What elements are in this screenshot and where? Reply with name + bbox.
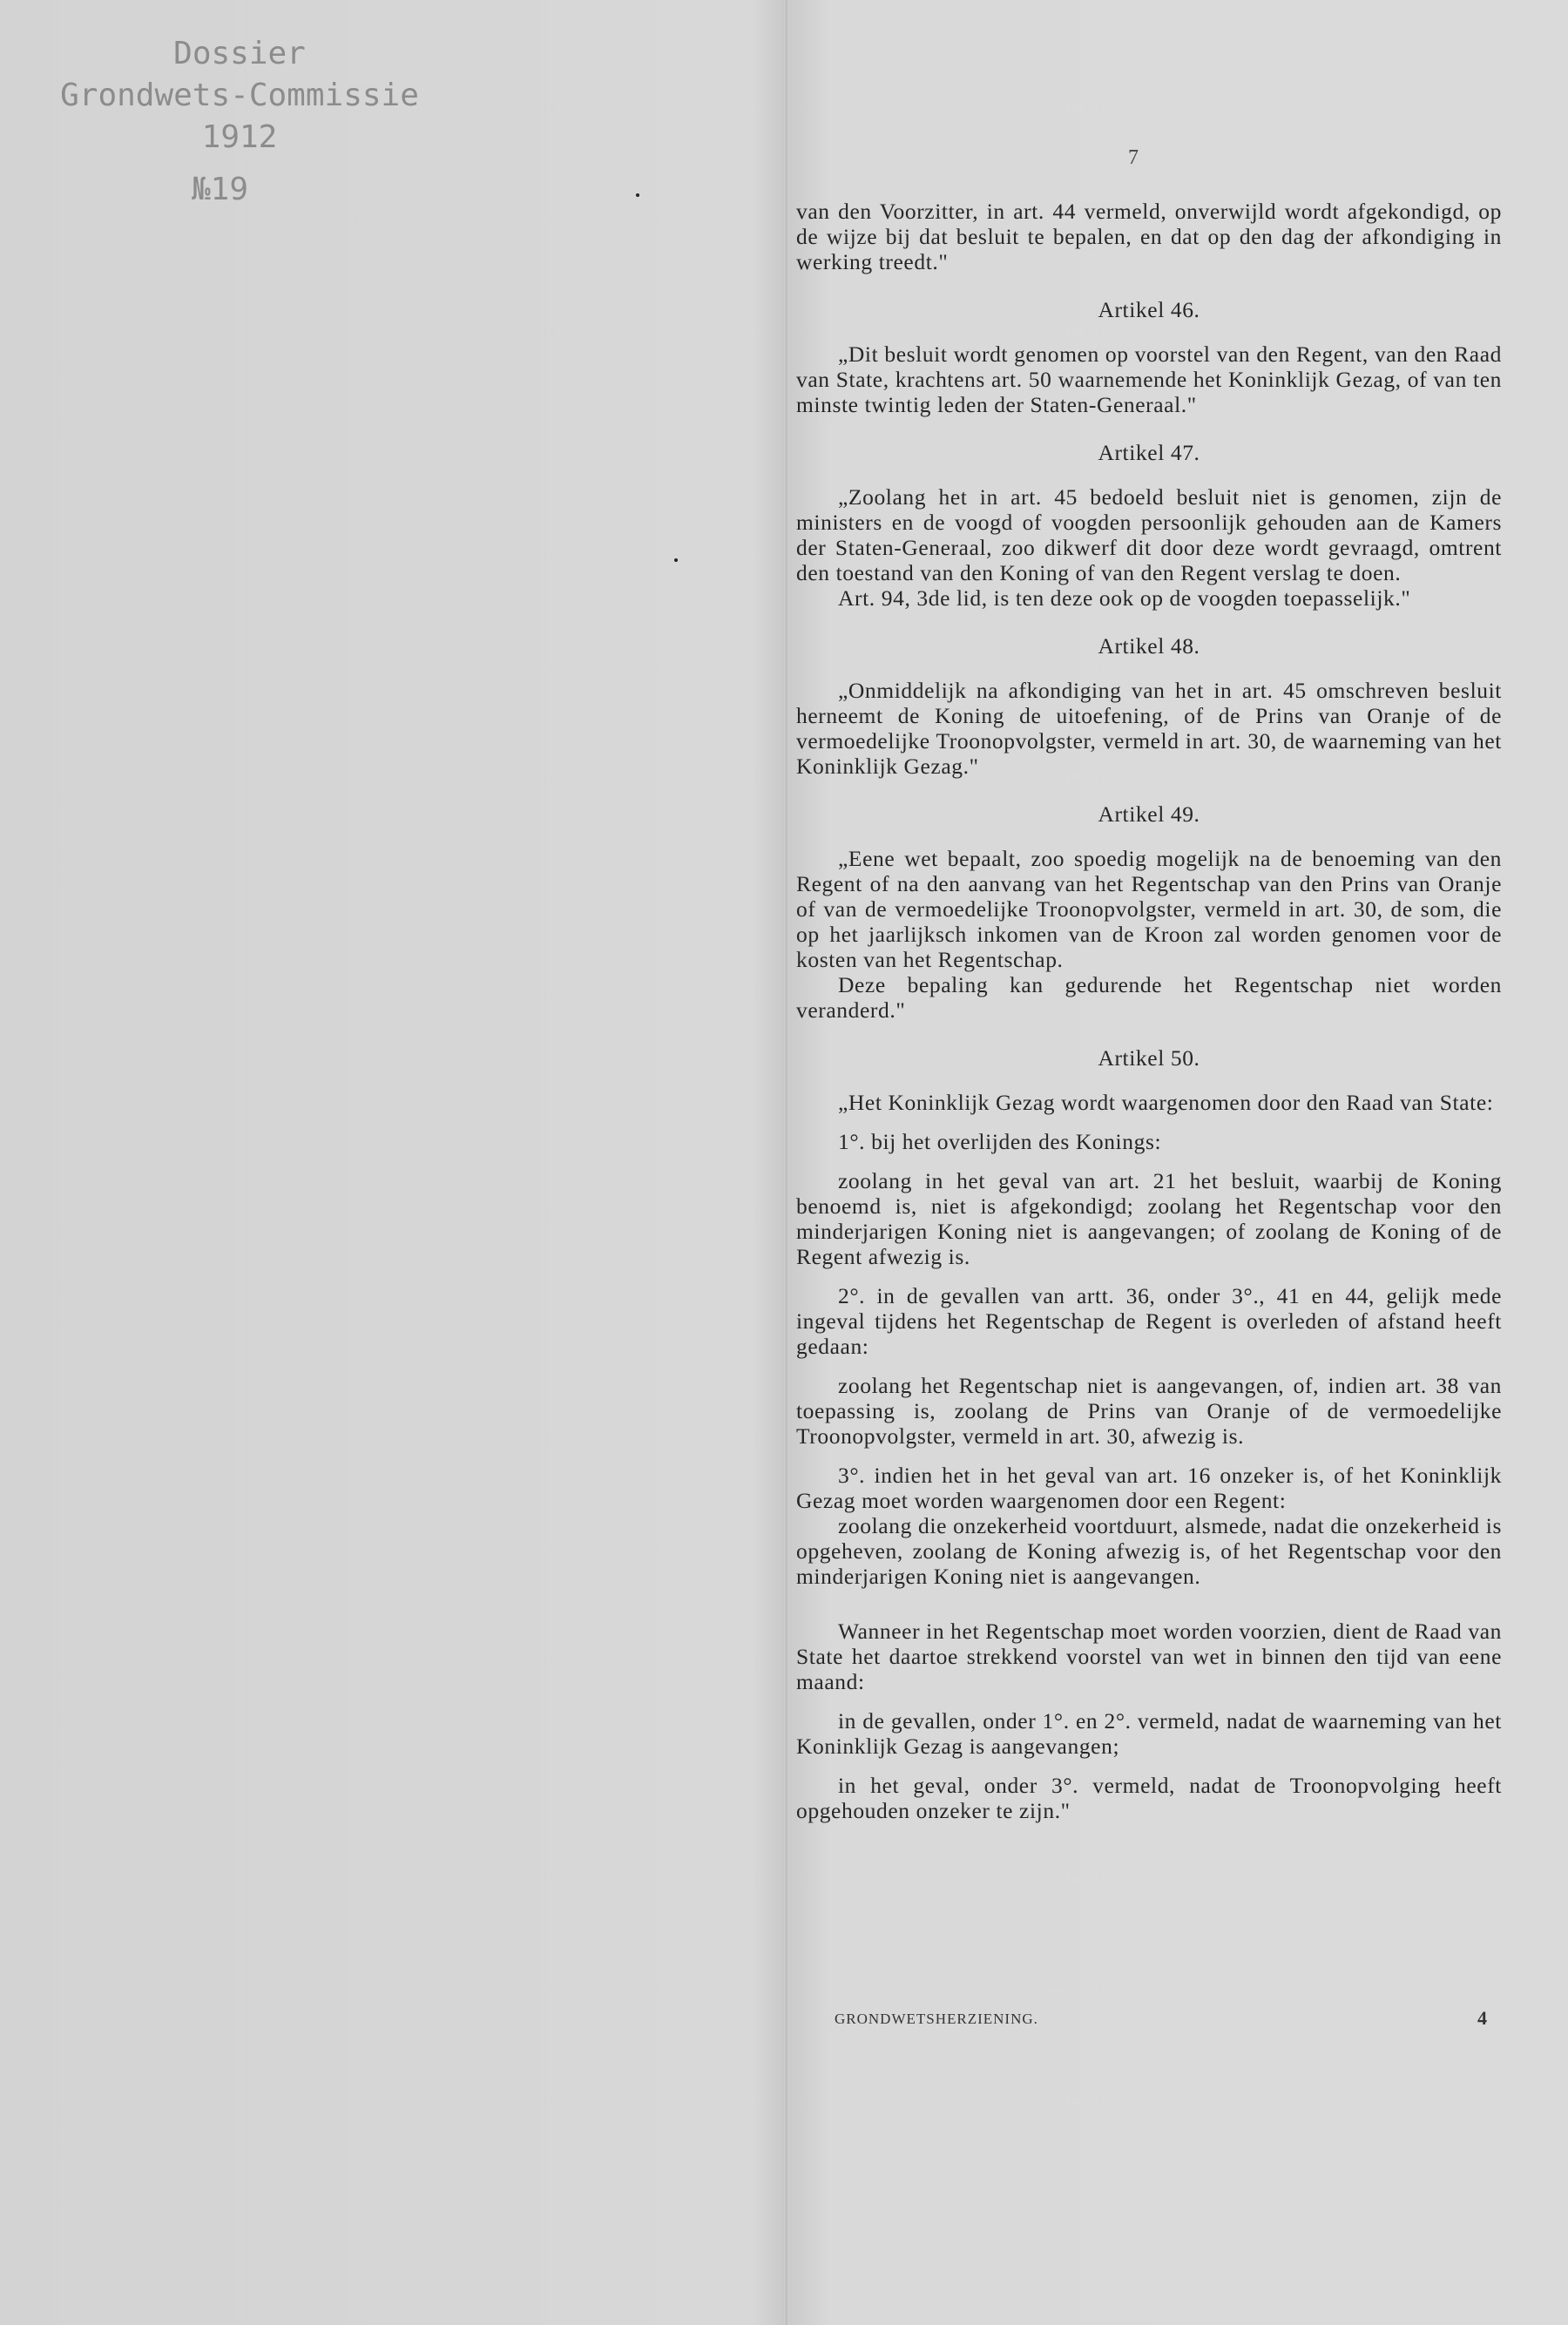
paragraph: in het geval, onder 3°. vermeld, nadat de Troonopvolging heeft opgehouden onzeker te zijn." <box>796 1773 1502 1823</box>
paragraph: „Het Koninklijk Gezag wordt waargenomen door den Raad van State: <box>838 1090 1494 1115</box>
paragraph: 3°. indien het in het geval van art. 16 onzeker is, of het Koninklijk Gezag moet worden waargenomen door een Regent: <box>796 1463 1502 1513</box>
paragraph: 1°. bij het overlijden des Konings: <box>838 1129 1162 1154</box>
paragraph: zoolang het Regentschap niet is aangevangen, of, indien art. 38 van toepassing is, zoolang de Prins van Oranje of de vermoedelijke Troonopvolgster, vermeld in art. 30, afwezig is. <box>796 1373 1502 1449</box>
archive-stamp <box>52 33 427 211</box>
article-heading: Artikel 46. <box>1098 297 1200 322</box>
article-heading: Artikel 50. <box>1098 1045 1200 1071</box>
document-body <box>796 199 1502 1823</box>
paragraph: 2°. in de gevallen van artt. 36, onder 3°., 41 en 44, gelijk mede ingeval tijdens het Regentschap de Regent is overleden of afstand heeft gedaan: <box>796 1283 1502 1359</box>
paragraph: zoolang in het geval van art. 21 het besluit, waarbij de Koning benoemd is, niet is afgekondigd; zoolang het Regentschap voor den minderjarigen Koning niet is aangevangen; of zoolang de Koning of de Regent afwezig is. <box>796 1168 1502 1269</box>
paragraph: in de gevallen, onder 1°. en 2°. vermeld, nadat de waarneming van het Koninklijk Gezag is aangevangen; <box>796 1708 1502 1759</box>
dust-speck <box>636 193 639 197</box>
running-title: GRONDWETSHERZIENING. <box>835 2011 1038 2027</box>
stamp-dossier: Dossier <box>173 36 306 71</box>
paragraph: „Eene wet bepaalt, zoo spoedig mogelijk na de benoeming van den Regent of na den aanvang van het Regentschap van den Prins van Oranje of van de vermoedelijke Troonopvolgster, vermeld in art. 30, de som, die op het jaarlijksch inkomen van de Kroon zal worden genomen voor de kosten van het Regentschap. <box>796 846 1502 972</box>
paragraph: Wanneer in het Regentschap moet worden voorzien, dient de Raad van State het daartoe strekkend voorstel van wet in binnen den tijd van eene maand: <box>796 1619 1502 1694</box>
paragraph: „Zoolang het in art. 45 bedoeld besluit niet is genomen, zijn de ministers en de voogd of voogden persoonlijk gehouden aan de Kamers der Staten-Generaal, zoo dikwerf dit door deze wordt gevraagd, omtrent den toestand van den Koning of van den Regent verslag te doen. <box>796 484 1502 585</box>
stamp-year: 1912 <box>201 119 278 155</box>
paragraph: zoolang die onzekerheid voortduurt, alsmede, nadat die onzekerheid is opgeheven, zoolang de Koning afwezig is, of het Regentschap voor den minderjarigen Koning niet is aangevangen. <box>796 1513 1502 1589</box>
stamp-number: №19 <box>192 172 249 207</box>
continued-paragraph: van den Voorzitter, in art. 44 vermeld, onverwijld wordt afgekondigd, op de wijze bij dat besluit te bepalen, en dat op den dag der afkondiging in werking treedt." <box>796 199 1502 274</box>
paragraph: Deze bepaling kan gedurende het Regentschap niet worden veranderd." <box>796 972 1502 1023</box>
page-number: 7 <box>1128 146 1139 169</box>
page-footer <box>835 2007 1497 2029</box>
article-heading: Artikel 49. <box>1098 801 1200 827</box>
signature-mark: 4 <box>1477 2007 1488 2029</box>
paragraph: „Onmiddelijk na afkondiging van het in art. 45 omschreven besluit herneemt de Koning de uitoefening, of de Prins van Oranje of de vermoedelijke Troonopvolgster, vermeld in art. 30, de waarneming van het Koninklijk Gezag." <box>796 678 1502 779</box>
paragraph: Art. 94, 3de lid, is ten deze ook op de voogden toepasselijk." <box>838 585 1411 611</box>
stamp-commission: Grondwets-Commissie <box>60 78 419 113</box>
article-heading: Artikel 48. <box>1098 633 1200 659</box>
page-fold <box>784 0 789 2325</box>
paragraph: „Dit besluit wordt genomen op voorstel van den Regent, van den Raad van State, krachtens art. 50 waarnemende het Koninklijk Gezag, of van ten minste twintig leden der Staten-Generaal." <box>796 341 1502 417</box>
article-heading: Artikel 47. <box>1098 440 1200 465</box>
dust-speck <box>674 558 678 562</box>
